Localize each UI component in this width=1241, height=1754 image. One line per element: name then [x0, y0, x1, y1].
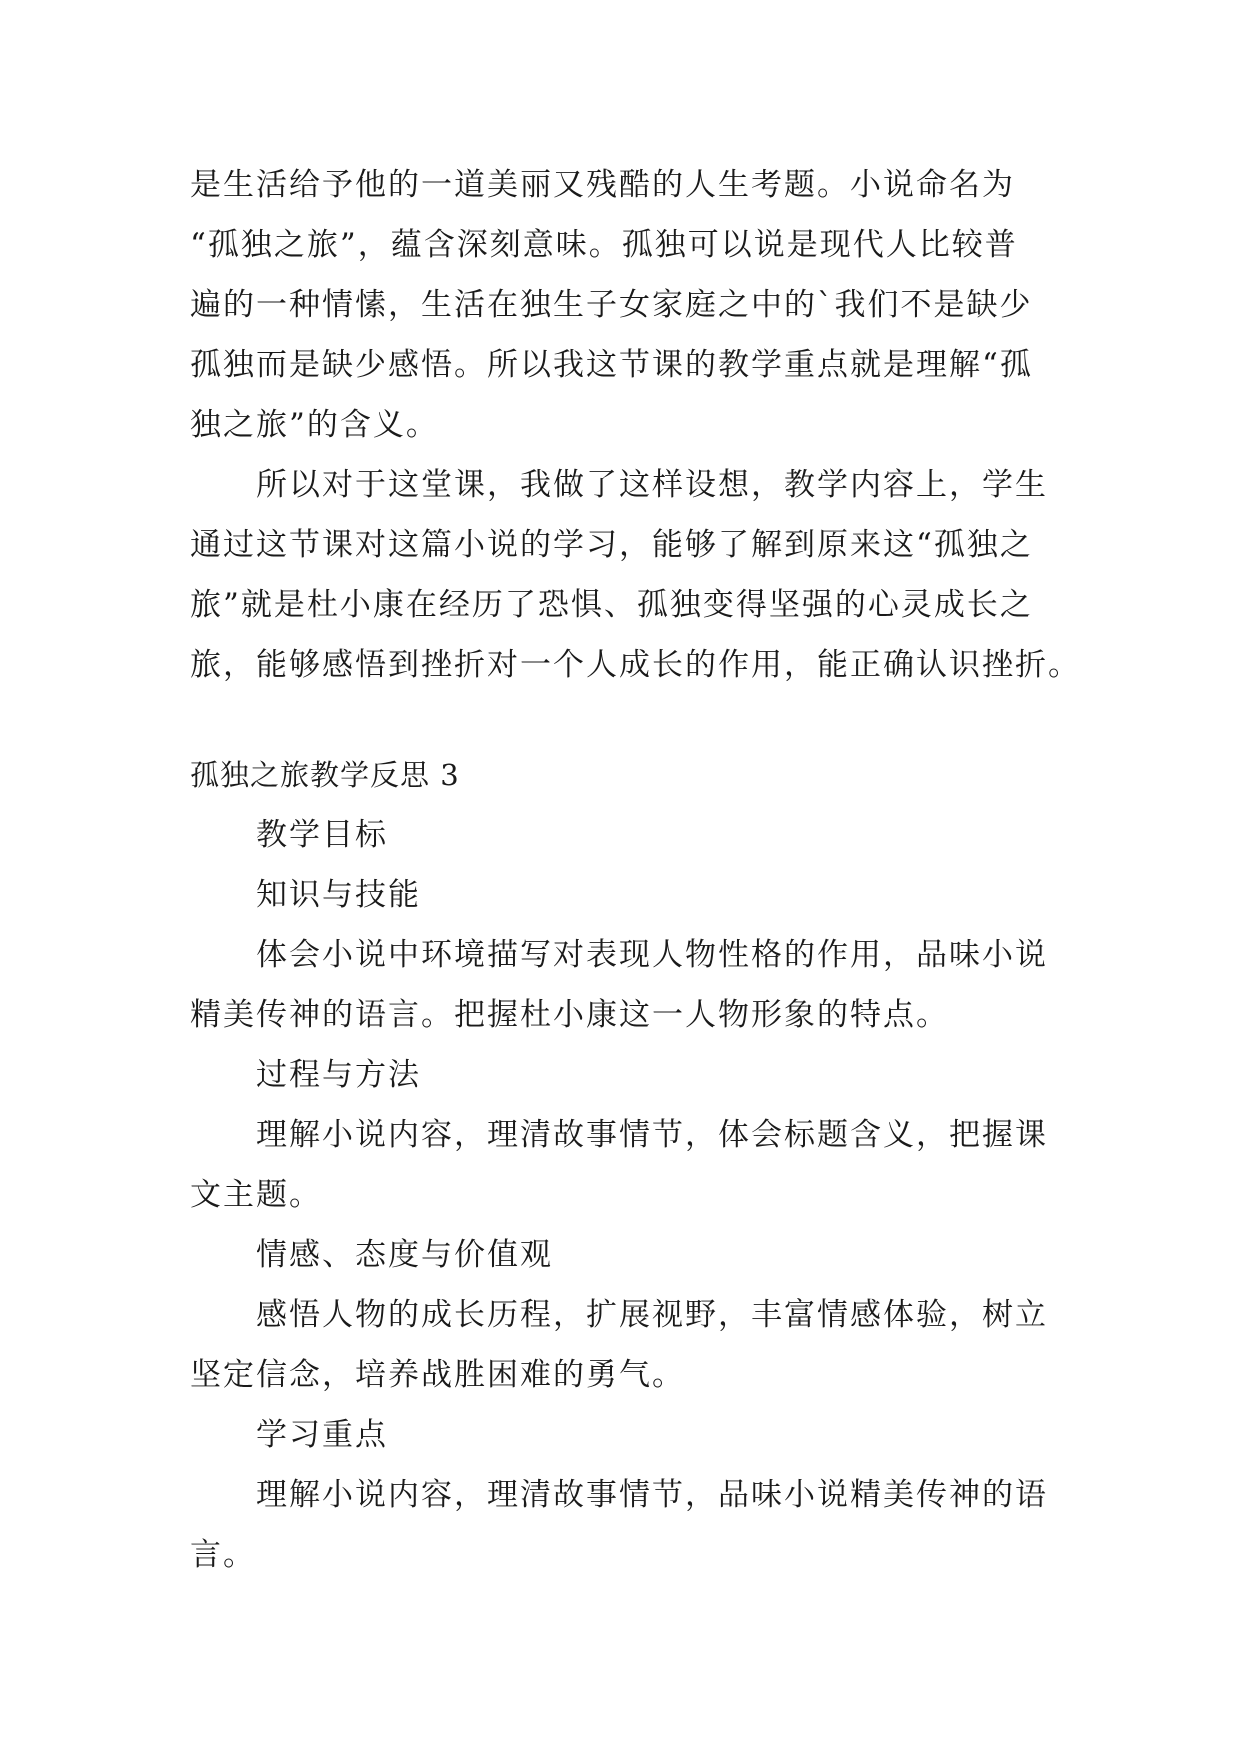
knowledge-paragraph [190, 925, 1056, 1045]
text-line: 坚定信念，培养战胜困难的勇气。 [190, 1357, 685, 1393]
text-line: 独之旅”的含义。 [190, 407, 439, 443]
text-line: 言。 [190, 1537, 256, 1573]
document-body [190, 155, 1081, 1585]
text-line: “孤独之旅”，蕴含深刻意味。孤独可以说是现代人比较普 [190, 227, 1018, 263]
section-title: 孤独之旅教学反思 3 [190, 758, 460, 792]
text-line: 感悟人物的成长历程，扩展视野，丰富情感体验，树立 [256, 1297, 1048, 1333]
text-line: 体会小说中环境描写对表现人物性格的作用，品味小说 [256, 937, 1048, 973]
text-line: 理解小说内容，理清故事情节，体会标题含义，把握课 [256, 1117, 1048, 1153]
text-line: 文主题。 [190, 1177, 322, 1213]
teaching-goals-heading: 教学目标 [256, 817, 388, 853]
text-line: 孤独而是缺少感悟。所以我这节课的教学重点就是理解“孤 [190, 347, 1033, 383]
text-line: 是生活给予他的一道美丽又残酷的人生考题。小说命名为 [190, 167, 1015, 203]
text-line: 遍的一种情愫，生活在独生子女家庭之中的`我们不是缺少 [190, 287, 1033, 323]
text-line: 旅，能够感悟到挫折对一个人成长的作用，能正确认识挫折。 [190, 647, 1081, 683]
text-line: 通过这节课对这篇小说的学习，能够了解到原来这“孤独之 [190, 527, 1033, 563]
paragraph-reflection-2 [190, 455, 1081, 695]
key-points-heading: 学习重点 [256, 1417, 388, 1453]
text-line: 旅”就是杜小康在经历了恐惧、孤独变得坚强的心灵成长之 [190, 587, 1033, 623]
key-points-paragraph [190, 1465, 1056, 1585]
knowledge-heading: 知识与技能 [256, 877, 421, 913]
emotion-heading: 情感、态度与价值观 [256, 1237, 553, 1273]
process-heading: 过程与方法 [256, 1057, 421, 1093]
process-paragraph [190, 1105, 1056, 1225]
text-line: 所以对于这堂课，我做了这样设想，教学内容上，学生 [256, 467, 1048, 503]
text-line: 理解小说内容，理清故事情节，品味小说精美传神的语 [256, 1477, 1048, 1513]
text-line: 精美传神的语言。把握杜小康这一人物形象的特点。 [190, 997, 949, 1033]
emotion-paragraph [190, 1285, 1056, 1405]
paragraph-reflection-1 [190, 155, 1056, 455]
